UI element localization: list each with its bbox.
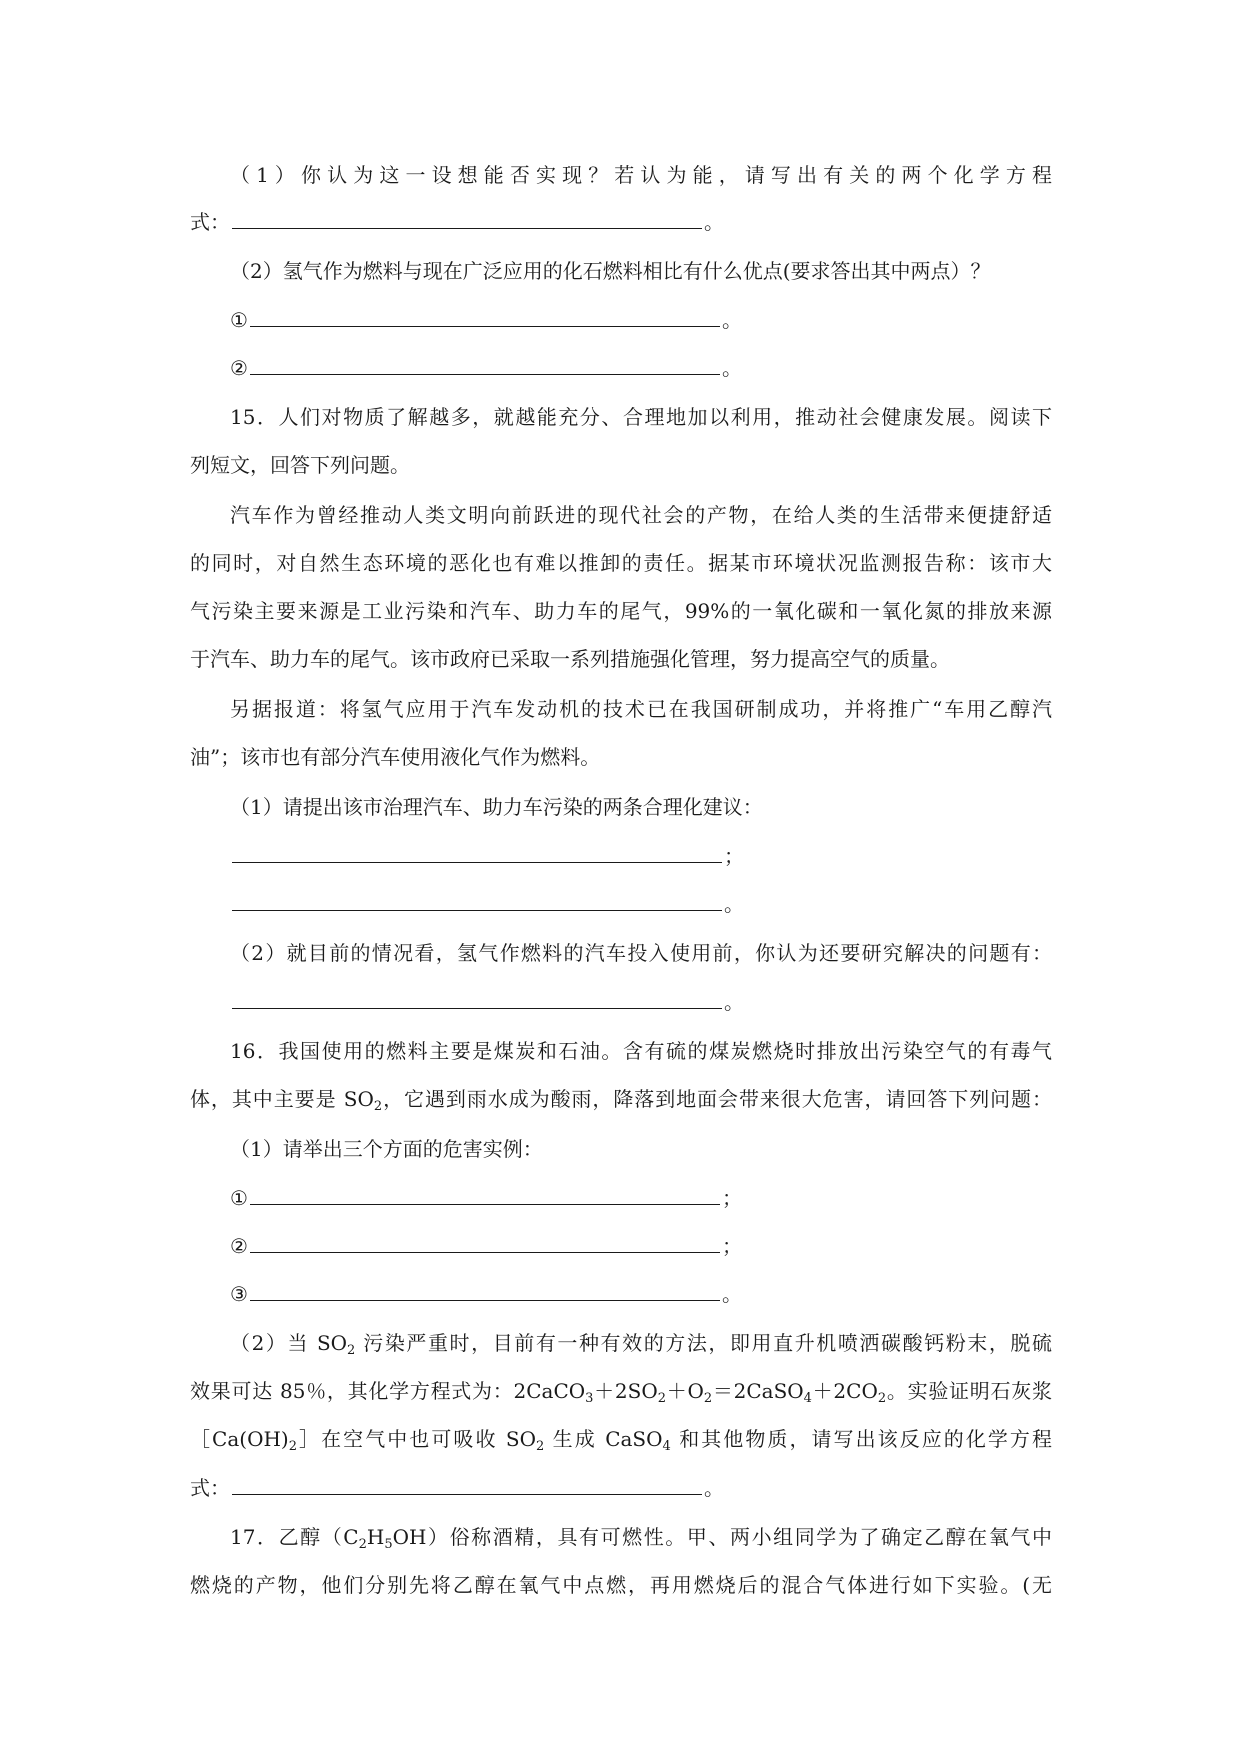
answer-blank[interactable]	[232, 840, 722, 863]
answer-blank[interactable]	[250, 352, 720, 375]
q14-part2-question: （2）氢气作为燃料与现在广泛应用的化石燃料相比有什么优点(要求答出其中两点）？	[230, 259, 991, 283]
passage-line2: 的同时，对自然生态环境的恶化也有难以推卸的责任。据某市环境状况监测报告称：该市大	[190, 551, 1052, 575]
q15-part1-answer1	[230, 840, 744, 871]
subscript: 5	[384, 1537, 393, 1552]
line-prefix: 式：	[190, 1476, 230, 1500]
q15-part1-question: （1）请提出该市治理汽车、助力车污染的两条合理化建议：	[230, 795, 763, 819]
passage-line5: 另据报道：将氢气应用于汽车发动机的技术已在我国研制成功，并将推广“车用乙醇汽	[230, 697, 1052, 721]
text-run: ＝2CaSO	[712, 1379, 804, 1403]
q16-part2-line3	[190, 1424, 1052, 1454]
answer-blank[interactable]	[250, 1278, 720, 1301]
answer-blank[interactable]	[232, 206, 702, 229]
circle-number: ①	[230, 1186, 248, 1210]
text-run: 污染严重时，目前有一种有效的方法，即用直升机喷洒碳酸钙粉末，脱硫	[355, 1331, 1052, 1355]
q15-stem-line1: 15．人们对物质了解越多，就越能充分、合理地加以利用，推动社会健康发展。阅读下	[230, 405, 1052, 429]
q16-stem-line2	[190, 1084, 1052, 1114]
line-end: 。	[721, 356, 742, 380]
q17-stem-line2: 燃烧的产物，他们分别先将乙醇在氧气中点燃，再用燃烧后的混合气体进行如下实验。(无	[190, 1573, 1052, 1597]
circle-number: ①	[230, 308, 248, 332]
subscript: 2	[703, 1391, 713, 1406]
line-end: 。	[704, 1476, 724, 1500]
text-run: ＋2CO	[811, 1379, 878, 1403]
q16-part1-answer1	[230, 1182, 742, 1213]
passage-line6: 油”；该市也有部分汽车使用液化气作为燃料。	[190, 745, 601, 769]
q16-part1-question: （1）请举出三个方面的危害实例：	[230, 1137, 543, 1161]
text-run: 17．乙醇（C	[230, 1525, 359, 1549]
answer-blank[interactable]	[250, 1182, 720, 1205]
subscript: 2	[288, 1439, 297, 1454]
answer-blank[interactable]	[232, 986, 722, 1009]
q16-part1-answer2	[230, 1230, 742, 1261]
q16-part2-line1	[230, 1328, 1052, 1358]
subscript: 2	[358, 1537, 367, 1552]
q16-part2-line2	[190, 1376, 1052, 1406]
passage-line4: 于汽车、助力车的尾气。该市政府已采取一系列措施强化管理，努力提高空气的质量。	[190, 647, 950, 671]
text-run: OH）俗称酒精，具有可燃性。甲、两小组同学为了确定乙醇在氧气中	[392, 1525, 1052, 1549]
line-end: 。	[704, 210, 724, 234]
q14-part2-answer1	[230, 304, 742, 335]
q16-part2-answer	[190, 1472, 724, 1503]
q15-part2-question: （2）就目前的情况看，氢气作燃料的汽车投入使用前，你认为还要研究解决的问题有：	[230, 941, 1052, 965]
subscript: 4	[803, 1391, 812, 1406]
circle-number: ②	[230, 356, 248, 380]
q16-part1-answer3	[230, 1278, 742, 1309]
text-run: 。实验证明石灰浆	[886, 1379, 1052, 1403]
line-end: 。	[724, 990, 744, 1014]
answer-blank[interactable]	[232, 888, 722, 911]
answer-blank[interactable]	[232, 1472, 702, 1495]
passage-line1: 汽车作为曾经推动人类文明向前跃进的现代社会的产物，在给人类的生活带来便捷舒适	[230, 503, 1052, 527]
line-end: 。	[721, 308, 742, 332]
q15-part2-answer	[230, 986, 744, 1017]
text-run: （2）当 SO	[230, 1331, 348, 1355]
subscript: 2	[536, 1439, 545, 1454]
subscript: 2	[877, 1391, 887, 1406]
subscript: 4	[662, 1439, 671, 1454]
text-run: 和其他物质，请写出该反应的化学方程	[670, 1427, 1052, 1451]
line-end: ；	[724, 844, 744, 868]
q17-stem-line1	[230, 1522, 1052, 1552]
text-run: 效果可达 85％，其化学方程式为：2CaCO	[190, 1379, 586, 1403]
q14-part2-answer2	[230, 352, 742, 383]
q14-part1-line2	[190, 206, 724, 237]
subscript: 3	[585, 1391, 594, 1406]
text-run: 体，其中主要是 SO	[190, 1087, 374, 1111]
subscript: 2	[373, 1099, 383, 1114]
passage-line3: 气污染主要来源是工业污染和汽车、助力车的尾气，99%的一氧化碳和一氧化氮的排放来源	[190, 599, 1052, 623]
circle-number: ②	[230, 1234, 248, 1258]
q15-stem-line2: 列短文，回答下列问题。	[190, 453, 410, 477]
text-run: 生成 CaSO	[544, 1427, 663, 1451]
text-run: ，它遇到雨水成为酸雨，降落到地面会带来很大危害，请回答下列问题：	[382, 1087, 1052, 1111]
line-end: ；	[721, 1234, 742, 1258]
circle-number: ③	[230, 1282, 248, 1306]
q15-part1-answer2	[230, 888, 744, 919]
line-end: 。	[721, 1282, 742, 1306]
text-run: ］在空气中也可吸收 SO	[297, 1427, 536, 1451]
line-prefix: 式：	[190, 210, 230, 234]
line-end: ；	[721, 1186, 742, 1210]
subscript: 2	[347, 1343, 356, 1358]
text-run: ［Ca(OH)	[190, 1427, 289, 1451]
subscript: 2	[657, 1391, 667, 1406]
q16-stem-line1: 16．我国使用的燃料主要是煤炭和石油。含有硫的煤炭燃烧时排放出污染空气的有毒气	[230, 1039, 1052, 1063]
line-end: 。	[724, 892, 744, 916]
text-run: H	[366, 1525, 385, 1549]
text-run: ＋2SO	[593, 1379, 658, 1403]
text-run: ＋O	[666, 1379, 704, 1403]
q14-part1-line1: （1）你认为这一设想能否实现？若认为能，请写出有关的两个化学方程	[230, 163, 1052, 187]
answer-blank[interactable]	[250, 304, 720, 327]
answer-blank[interactable]	[250, 1230, 720, 1253]
